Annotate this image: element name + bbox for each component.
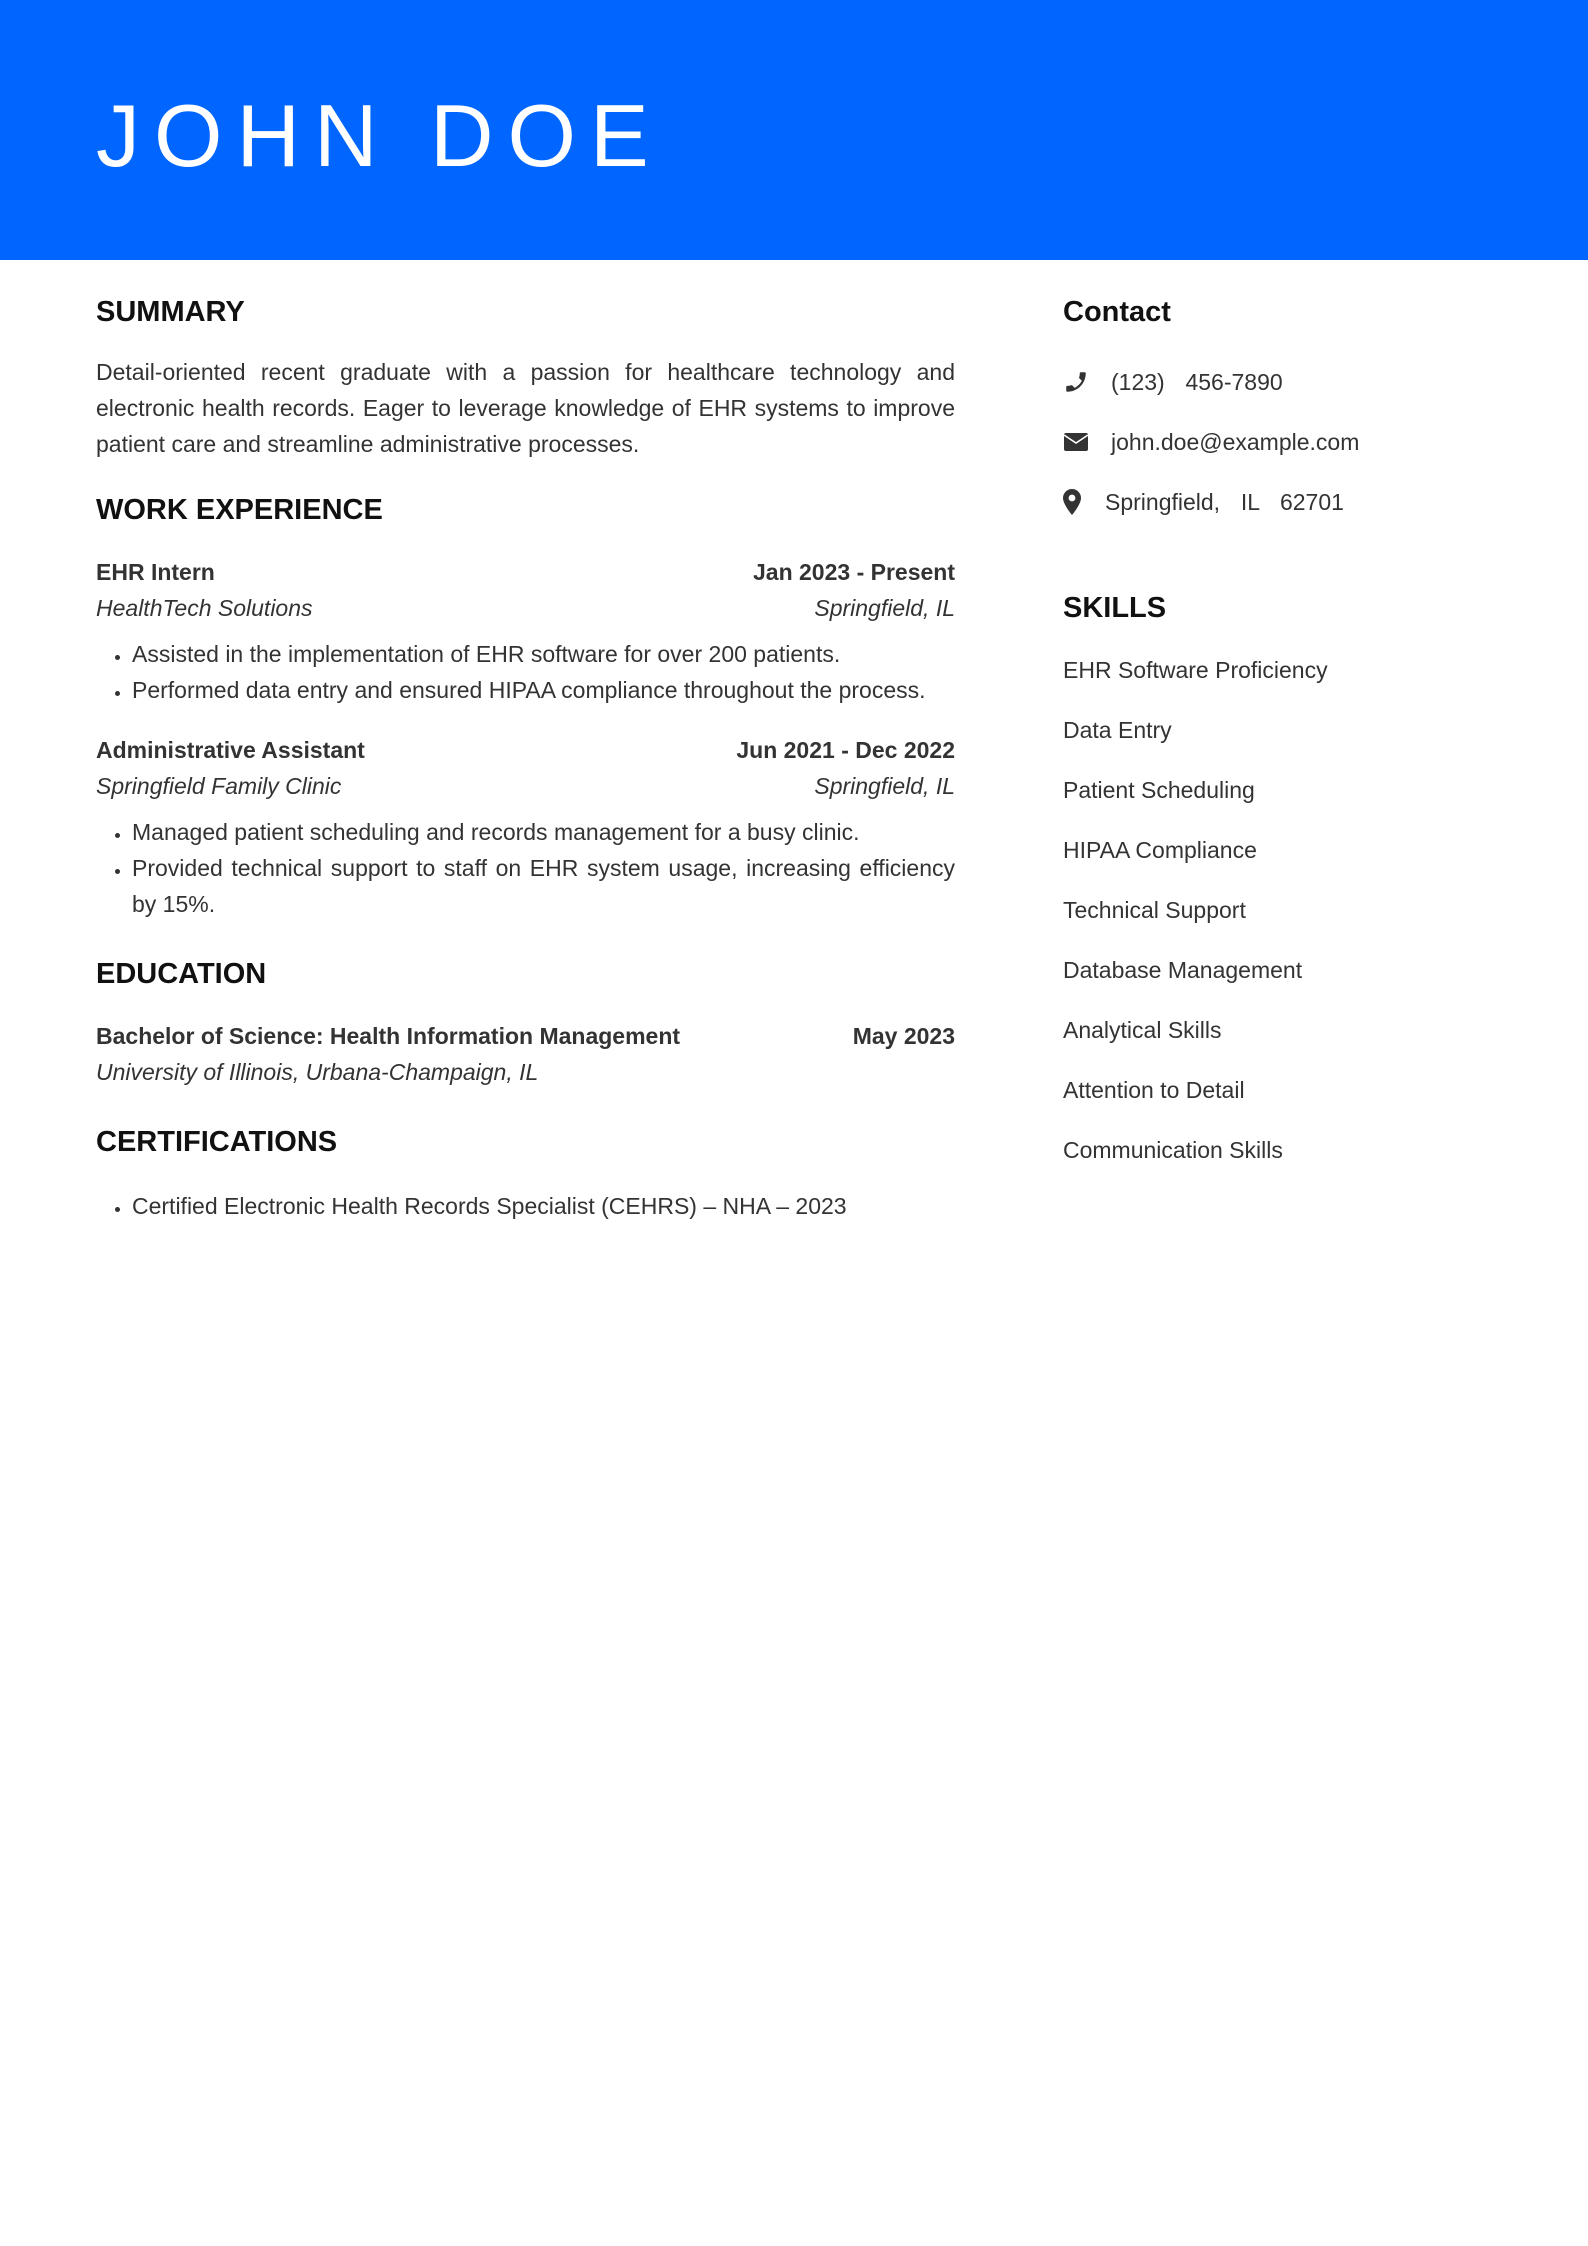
skills-title: SKILLS xyxy=(1063,592,1167,624)
job-company: HealthTech Solutions xyxy=(96,595,313,621)
work-experience-section xyxy=(96,488,955,922)
job-entry xyxy=(96,732,955,922)
contact-phone xyxy=(1063,364,1503,400)
contact-location xyxy=(1063,484,1503,520)
summary-text: Detail-oriented recent graduate with a passion for healthcare technology and electronic health records. Eager to leverage knowledge of EHR systems to improve patient care and streamline administrative processes. xyxy=(96,359,955,457)
certification-item: • Certified Electronic Health Records Specialist (CEHRS) – NHA – 2023 xyxy=(132,1188,955,1224)
job-header xyxy=(96,732,955,768)
education-degree: Bachelor of Science: Health Information Management xyxy=(96,1023,681,1049)
job-role: EHR Intern xyxy=(96,559,215,585)
contact-section xyxy=(1063,290,1503,520)
skill-item: Analytical Skills xyxy=(1063,1017,1222,1043)
candidate-name: JOHN DOE xyxy=(96,86,663,185)
job-header xyxy=(96,554,955,590)
job-role: Administrative Assistant xyxy=(96,737,365,763)
summary-section xyxy=(96,290,955,462)
skills-section xyxy=(1063,586,1503,1168)
job-bullet: • Provided technical support to staff on EHR system usage, increasing efficiency by 15%. xyxy=(132,850,955,922)
contact-email-text: john.doe@example.com xyxy=(1111,429,1360,455)
education-subheader xyxy=(96,1054,955,1090)
education-section xyxy=(96,952,955,1090)
skill-item: Patient Scheduling xyxy=(1063,777,1255,803)
skill-item: Technical Support xyxy=(1063,897,1246,923)
job-dates: Jan 2023 - Present xyxy=(752,559,955,585)
job-subheader xyxy=(96,590,955,626)
job-bullet: • Performed data entry and ensured HIPAA compliance throughout the process. xyxy=(132,672,955,708)
job-dates: Jun 2021 - Dec 2022 xyxy=(736,737,955,763)
job-location: Springfield, IL xyxy=(814,773,955,799)
certifications-list xyxy=(96,1188,955,1224)
education-entry xyxy=(96,1018,955,1090)
job-bullet: • Assisted in the implementation of EHR software for over 200 patients. xyxy=(132,636,955,672)
main-column xyxy=(96,290,955,1224)
education-header xyxy=(96,1018,955,1054)
certifications-title: CERTIFICATIONS xyxy=(96,1126,338,1158)
job-location: Springfield, IL xyxy=(814,595,955,621)
contact-title: Contact xyxy=(1063,296,1171,328)
skill-item: Database Management xyxy=(1063,957,1303,983)
skill-item: EHR Software Proficiency xyxy=(1063,657,1328,683)
job-entry xyxy=(96,554,955,708)
envelope-icon xyxy=(1063,428,1091,456)
header-banner xyxy=(0,0,1588,260)
job-bullets xyxy=(96,636,955,708)
contact-email xyxy=(1063,424,1503,460)
job-subheader xyxy=(96,768,955,804)
skill-item: Data Entry xyxy=(1063,717,1172,743)
work-experience-title: WORK EXPERIENCE xyxy=(96,494,383,526)
contact-location-text: Springfield, IL 62701 xyxy=(1105,489,1344,515)
contact-phone-text: (123) 456-7890 xyxy=(1111,369,1283,395)
phone-icon xyxy=(1063,368,1091,396)
side-column xyxy=(1063,290,1503,1168)
skill-item: Communication Skills xyxy=(1063,1137,1283,1163)
job-bullet: • Managed patient scheduling and records management for a busy clinic. xyxy=(132,814,955,850)
education-school: University of Illinois, Urbana-Champaign, IL xyxy=(96,1059,539,1085)
map-marker-icon xyxy=(1063,488,1085,516)
job-company: Springfield Family Clinic xyxy=(96,773,342,799)
education-title: EDUCATION xyxy=(96,958,267,990)
certifications-section xyxy=(96,1120,955,1224)
job-bullets xyxy=(96,814,955,922)
summary-title: SUMMARY xyxy=(96,296,245,328)
education-date: May 2023 xyxy=(852,1023,955,1049)
skill-item: Attention to Detail xyxy=(1063,1077,1245,1103)
skill-item: HIPAA Compliance xyxy=(1063,837,1257,863)
